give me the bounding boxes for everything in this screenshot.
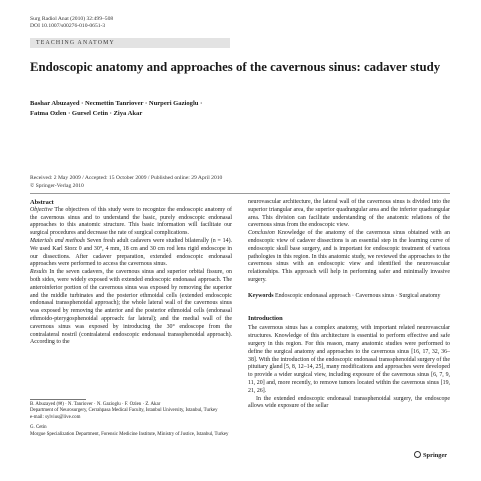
dates-line: Received: 2 May 2009 / Accepted: 15 October 2009 / Published online: 29 April 2010 — [30, 175, 223, 181]
keywords — [248, 293, 450, 301]
affiliation-2-dept: Morgue Specialization Department, Forensic Medicine Institute, Ministry of Justice, Istanbul, Turkey — [30, 431, 229, 437]
right-column — [248, 199, 450, 411]
publisher-logo — [414, 451, 447, 460]
journal-header — [30, 16, 113, 30]
objective-label: Objective — [30, 206, 53, 213]
abstract-methods — [30, 238, 232, 269]
publication-dates — [30, 175, 450, 190]
introduction-heading: Introduction — [248, 314, 283, 322]
author-list — [30, 99, 450, 119]
conclusion-label: Conclusion — [248, 230, 275, 237]
abstract-results-continued: neurovascular architecture, the lateral wall of the cavernous sinus is divided into the superior triangular area, the superior quadrangular area and the inferior quadrangular area. This division can facilitate understanding of the anatomic relations of the cavernous sinus from the endoscopic view. — [248, 199, 450, 229]
methods-label: Materials and methods — [30, 237, 86, 244]
author-affiliations — [30, 402, 232, 442]
affiliation-1-names: B. Abuzayed (✉) · N. Tanriover · N. Gazioglu · F. Ozlen · Z. Akar — [30, 402, 161, 407]
methods-text: Seven fresh adult cadavers were studied bilaterally (n = 14). We used Karl Storz 0 and 30°, 4 mm, 18 cm and 30 cm rod lens rigid endoscope in our dissections. After cadaver preparation, extended endoscopic endonasal approaches were performed to access the cavernous sinus. — [30, 237, 233, 268]
left-column — [30, 199, 232, 347]
abstract-heading: Abstract — [30, 199, 54, 206]
affiliation-2 — [30, 425, 232, 438]
affiliation-2-name: G. Cetin — [30, 425, 47, 431]
abstract-conclusion — [248, 230, 450, 285]
conclusion-text: Knowledge of the anatomy of the cavernous sinus obtained with an endoscopic view of cadaver dissections is an essential step in the learning curve of endoscopic skull base surgery, and is important for endoscopic treatment of various pathologies in this region. In this anatomic study, we reviewed the approaches to the cavernous sinus with an endoscopic view and identified the neurovascular relationships. This approach will help in performing safer and minimally invasive surgery. — [248, 230, 450, 283]
objective-text: The objectives of this study were to recognize the endoscopic anatomy of the cavernous sinus and to understand the basic, purely endoscopic endonasal approaches to this anatomic structure. This basic information will facilitate our surgical procedures and decrease the rate of surgical complications. — [30, 206, 232, 237]
journal-citation: Surg Radiol Anat (2010) 32:499–508 — [30, 16, 114, 22]
abstract-results — [30, 269, 232, 347]
article-title: Endoscopic anatomy and approaches of the cavernous sinus: cadaver study — [30, 60, 441, 74]
affiliation-1 — [30, 402, 232, 421]
header-divider — [30, 193, 450, 194]
springer-horse-icon — [414, 451, 421, 458]
contact-email: e-mail: sylvius@live.com — [30, 414, 81, 420]
abstract-objective — [30, 207, 232, 238]
results-text: In the seven cadavers, the cavernous sinus and superior orbital fissure, on both sides, were widely exposed with extended endoscopic endonasal approach. The anteroinferior portion of the cavernous sinus was exposed by removing the superior and the middle turbinates and the posterior ethmoidal cells (extended endoscopic endonasal transsphenoidal approach); the whole lateral wall of the cavernous sinus was exposed by removing the anterior and the posterior ethmoidal cells (endonasal ethmoido-pterygosphenoidal approach: far lateral); and the medial wall of the cavernous sinus was exposed by introducing the 30° endoscope from the contralateral nostril (contralateral endoscopic endonasal transsphenoidal approach). According to the — [30, 269, 232, 346]
keywords-text: Endoscopic endonasal approach · Cavernous sinus · Surgical anatomy — [275, 292, 441, 299]
intro-paragraph-2: In the extended endoscopic endonasal transsphenoidal surgery, the endoscope allows wide exposure of the sellar — [248, 395, 450, 410]
affiliation-1-dept: Department of Neurosurgery, Cerrahpasa Medical Faculty, Istanbul University, Istanbul, Turkey — [30, 408, 218, 414]
footnote-rule — [30, 399, 86, 400]
authors-line-2: Fatma Ozlen · Gursel Cetin · Ziya Akar — [30, 110, 143, 117]
publisher-name: Springer — [423, 452, 448, 459]
authors-line-1: Bashar Abuzayed · Necmettin Tanriover · Nurperi Gazioglu · — [30, 100, 203, 107]
results-label: Results — [30, 269, 48, 276]
keywords-label: Keywords — [248, 292, 274, 299]
copyright-line: © Springer-Verlag 2010 — [30, 182, 84, 189]
intro-paragraph-1: The cavernous sinus has a complex anatomy, with important related neurovascular structures. Knowledge of this architecture is essential to perform effective and safe surgery in this region. For this reason, many anatomic studies were performed to define the surgical anatomy and approaches to the cavernous sinus [16, 17, 32, 36–38]. With the introduction of the endoscopic endonasal transsphenoidal surgery of the pituitary gland [5, 8, 12–14, 25], many modifications and approaches were developed to provide a wider surgical view, including exposure of the cavernous sinus [6, 7, 9, 11, 20] and, more recently, to remove tumors located within the cavernous sinus [19, 21, 26]. — [248, 325, 450, 394]
doi-line: DOI 10.1007/s00276-010-0651-3 — [30, 23, 106, 29]
section-label: TEACHING ANATOMY — [30, 38, 230, 48]
